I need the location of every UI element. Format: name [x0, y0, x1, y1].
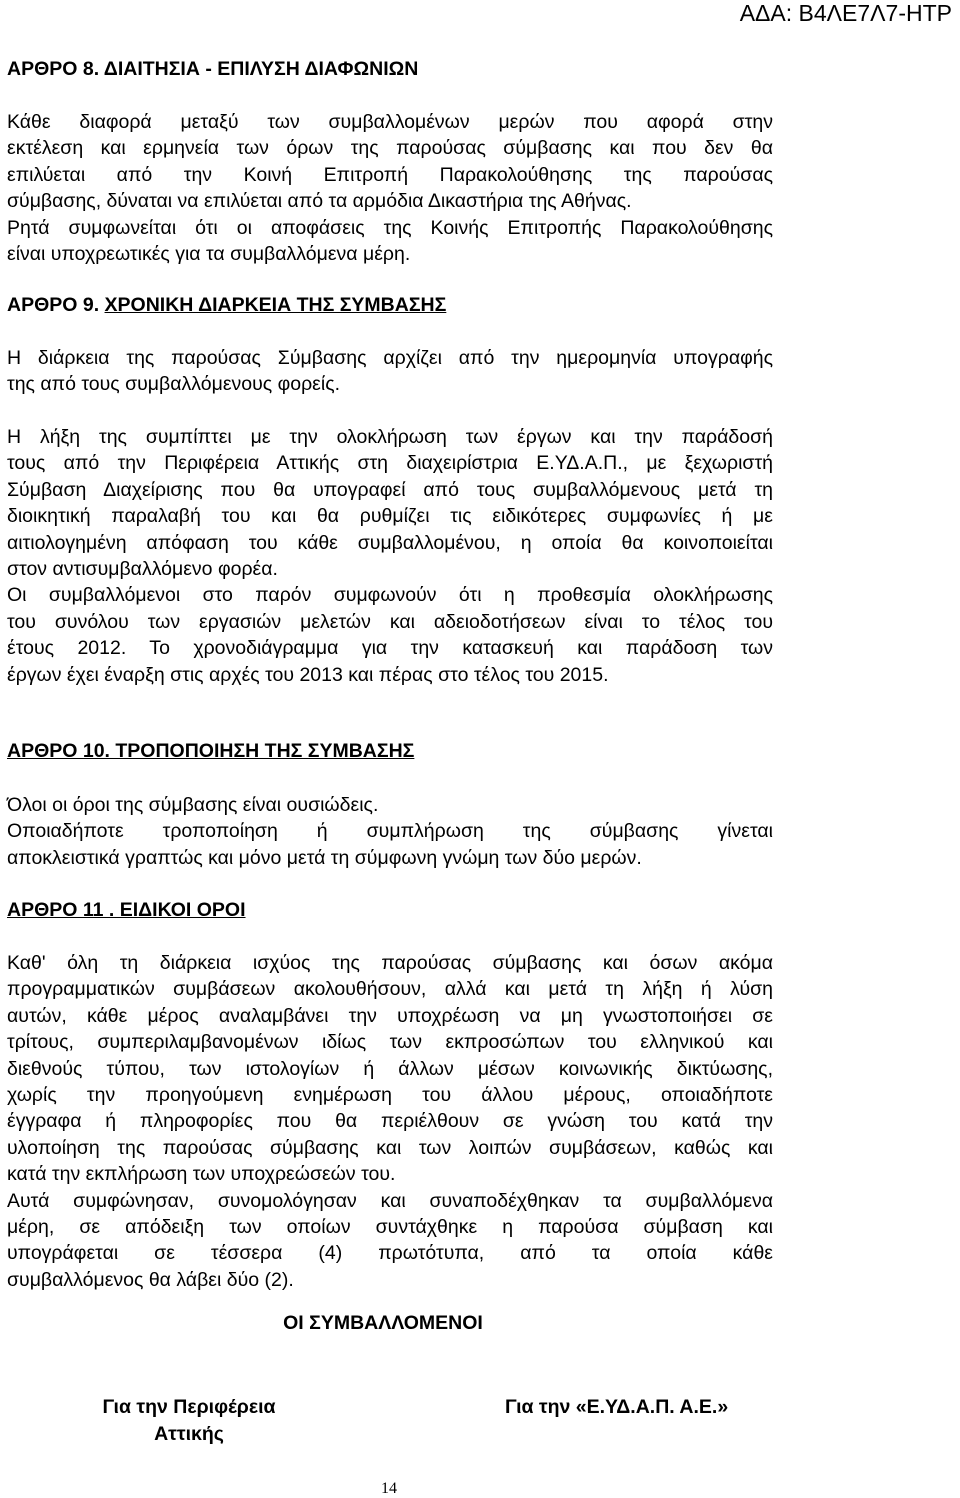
text-line: Κάθε διαφορά μεταξύ των συμβαλλομένων μερών που αφορά στην — [7, 111, 773, 133]
article-9-paragraph-2 — [7, 424, 773, 688]
signature-region-line-2: Αττικής — [154, 1422, 224, 1445]
text-line: μέρη, σε απόδειξη των οποίων συντάχθηκε η παρούσα σύμβαση και — [7, 1216, 773, 1239]
text-line: Οι συμβαλλόμενοι στο παρόν συμφωνούν ότι η προθεσμία ολοκλήρωσης — [7, 584, 773, 607]
article-8-text — [7, 109, 773, 267]
article-10-text — [7, 792, 773, 871]
text-line: χωρίς την προηγούμενη ενημέρωση του άλλου μέρους, οποιαδήποτε — [7, 1084, 773, 1107]
text-line: προγραμματικών συμβάσεων ακολουθήσουν, αλλά και μετά τη λήξη ή λύση — [7, 978, 773, 1001]
article-10-heading: ΑΡΘΡΟ 10. ΤΡΟΠΟΠΟΙΗΣΗ ΤΗΣ ΣΥΜΒΑΣΗΣ — [7, 740, 415, 762]
text-line: Καθ' όλη τη διάρκεια ισχύος της παρούσας σύμβασης και όσων ακόμα — [7, 952, 773, 974]
text-line: είναι υποχρεωτικές για τα συμβαλλόμενα μέρη. — [7, 243, 411, 266]
article-9-paragraph-1 — [7, 345, 773, 398]
text-line: Αυτά συμφώνησαν, συνομολόγησαν και συναποδέχθηκαν τα συμβαλλόμενα — [7, 1189, 773, 1212]
text-line: σύμβασης, δύναται να επιλύεται από τα αρμόδια Δικαστήρια της Αθήνας. — [7, 190, 632, 213]
text-line: υλοποίηση της παρούσας σύμβασης και των λοιπών συμβάσεων, καθώς και — [7, 1136, 773, 1159]
signatories-title: ΟΙ ΣΥΜΒΑΛΛΟΜΕΝΟΙ — [283, 1312, 483, 1334]
text-line: της από τους συμβαλλόμενους φορείς. — [7, 373, 341, 396]
text-line: τρίτους, συμπεριλαμβανομένων ιδίως των εκπροσώπων του ελληνικού και — [7, 1031, 773, 1054]
text-line: επιλύεται από την Κοινή Επιτροπή Παρακολούθησης της παρούσας — [7, 163, 773, 186]
text-line: Η λήξη της συμπίπτει με την ολοκλήρωση των έργων και την παράδοσή — [7, 426, 773, 448]
page-number: 14 — [381, 1480, 397, 1497]
document-id: ΑΔΑ: Β4ΛΕ7Λ7-ΗΤΡ — [739, 0, 952, 26]
text-line: έτους 2012. Το χρονοδιάγραμμα για την κατασκευή και παράδοση των — [7, 637, 773, 660]
text-line: Η διάρκεια της παρούσας Σύμβασης αρχίζει από την ημερομηνία υπογραφής — [7, 347, 773, 369]
text-line: διοικητική παραλαβή του και θα ρυθμίζει τις ειδικότερες συμφωνίες ή με — [7, 505, 773, 528]
text-line: αιτιολογημένη απόφαση του κάθε συμβαλλομένου, η οποία θα κοινοποιείται — [7, 531, 773, 554]
signature-region-line-1: Για την Περιφέρεια — [102, 1396, 276, 1418]
text-line: συμβαλλόμενος θα λάβει δύο (2). — [7, 1268, 294, 1291]
article-11-text — [7, 950, 773, 1293]
text-line: υπογράφεται σε τέσσερα (4) πρωτότυπα, από τα οποία κάθε — [7, 1242, 773, 1265]
signature-block-eydap: Για την «Ε.ΥΔ.Α.Π. Α.Ε.» — [505, 1396, 729, 1418]
article-9-title: ΧΡΟΝΙΚΗ ΔΙΑΡΚΕΙΑ ΤΗΣ ΣΥΜΒΑΣΗΣ — [104, 294, 447, 316]
text-line: έργων έχει έναρξη στις αρχές του 2013 και πέρας στο τέλος του 2015. — [7, 663, 609, 686]
text-line: Σύμβαση Διαχείρισης που θα υπογραφεί από τους συμβαλλόμενους μετά τη — [7, 478, 773, 501]
text-line: του συνόλου των εργασιών μελετών και αδειοδοτήσεων είναι το τέλος του — [7, 610, 773, 633]
article-11-heading: ΑΡΘΡΟ 11 . ΕΙΔΙΚΟΙ ΟΡΟΙ — [7, 899, 246, 921]
text-line: αυτών, κάθε μέρος αναλαμβάνει την υποχρέωση να μη γνωστοποιήσει σε — [7, 1004, 773, 1027]
text-line: έγγραφα ή πληροφορίες που θα περιέλθουν σε γνώση του κατά την — [7, 1110, 773, 1133]
text-line: αποκλειστικά γραπτώς και μόνο μετά τη σύμφωνη γνώμη των δύο μερών. — [7, 846, 642, 869]
text-line: στον αντισυμβαλλόμενο φορέα. — [7, 558, 278, 581]
text-line: διεθνούς τύπου, των ιστολογίων ή άλλων μέσων κοινωνικής δικτύωσης, — [7, 1057, 773, 1080]
text-line: Όλοι οι όροι της σύμβασης είναι ουσιώδεις. — [7, 794, 379, 816]
article-9-heading — [7, 294, 446, 317]
signature-block-region — [86, 1394, 292, 1447]
text-line: κατά την εκπλήρωση των υποχρεώσεών του. — [7, 1163, 396, 1186]
text-line: εκτέλεση και ερμηνεία των όρων της παρούσας σύμβασης και που δεν θα — [7, 137, 773, 160]
text-line: Οποιαδήποτε τροποποίηση ή συμπλήρωση της σύμβασης γίνεται — [7, 820, 773, 843]
text-line: Ρητά συμφωνείται ότι οι αποφάσεις της Κοινής Επιτροπής Παρακολούθησης — [7, 216, 773, 239]
text-line: τους από την Περιφέρεια Αττικής στη διαχειρίστρια Ε.ΥΔ.Α.Π., με ξεχωριστή — [7, 452, 773, 475]
article-9-number: ΑΡΘΡΟ 9. — [7, 294, 105, 316]
article-8-heading: ΑΡΘΡΟ 8. ΔΙΑΙΤΗΣΙΑ - ΕΠΙΛΥΣΗ ΔΙΑΦΩΝΙΩΝ — [7, 58, 419, 80]
